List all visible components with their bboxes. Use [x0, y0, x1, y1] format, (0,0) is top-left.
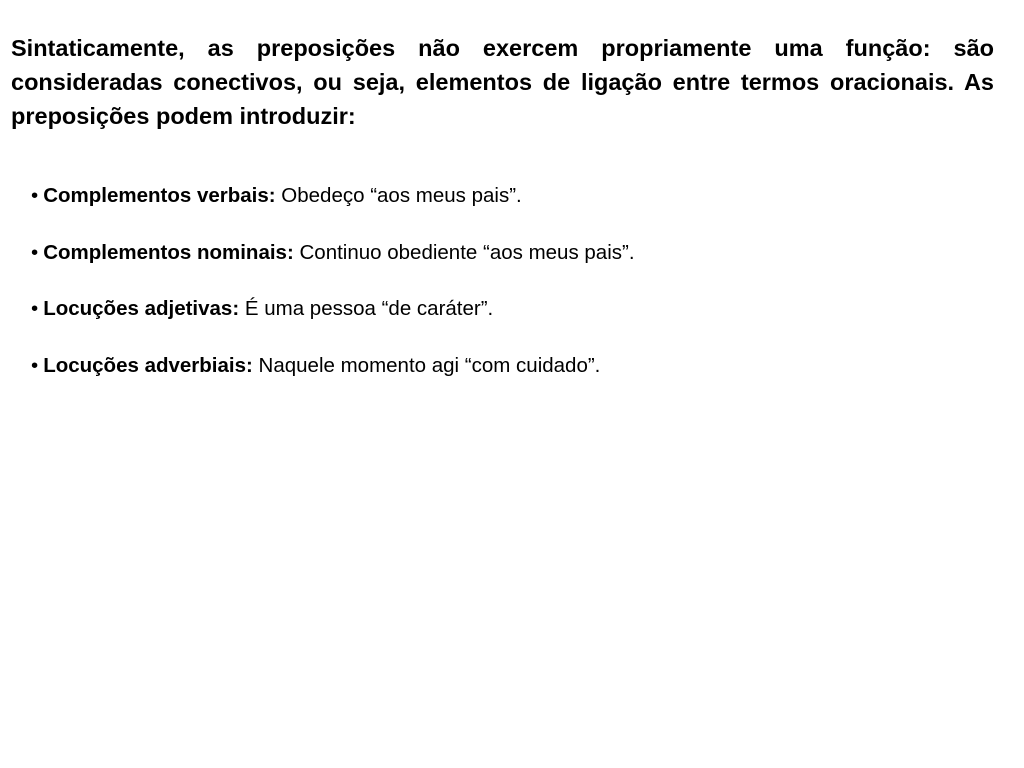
bullet-term: Complementos verbais: — [43, 184, 276, 207]
bullet-example: Obedeço “aos meus pais”. — [281, 184, 522, 207]
bullet-example: Naquele momento agi “com cuidado”. — [258, 353, 601, 377]
list-item-locucoes-adjetivas — [31, 294, 991, 324]
bullet-example: É uma pessoa “de caráter”. — [244, 297, 494, 320]
bullet-term: Complementos nominais: — [43, 240, 294, 264]
bullet-icon: • — [31, 297, 39, 320]
list-item-complementos-nominais — [31, 238, 991, 268]
bullet-term: Locuções adjetivas: — [43, 297, 240, 320]
bullet-term: Locuções adverbiais: — [43, 353, 253, 377]
bullet-icon: • — [31, 353, 39, 377]
list-item-complementos-verbais — [31, 181, 991, 211]
intro-paragraph: Sintaticamente, as preposições não exercem propriamente uma função: são consideradas conectivos, ou seja, elementos de ligação entre termos oracionais. As preposições podem introduzir: — [11, 35, 994, 129]
bullet-icon: • — [31, 184, 39, 207]
bullet-icon: • — [31, 240, 39, 264]
preposition-uses-list — [31, 181, 991, 407]
bullet-example: Continuo obediente “aos meus pais”. — [299, 240, 635, 264]
list-item-locucoes-adverbiais — [31, 351, 991, 381]
